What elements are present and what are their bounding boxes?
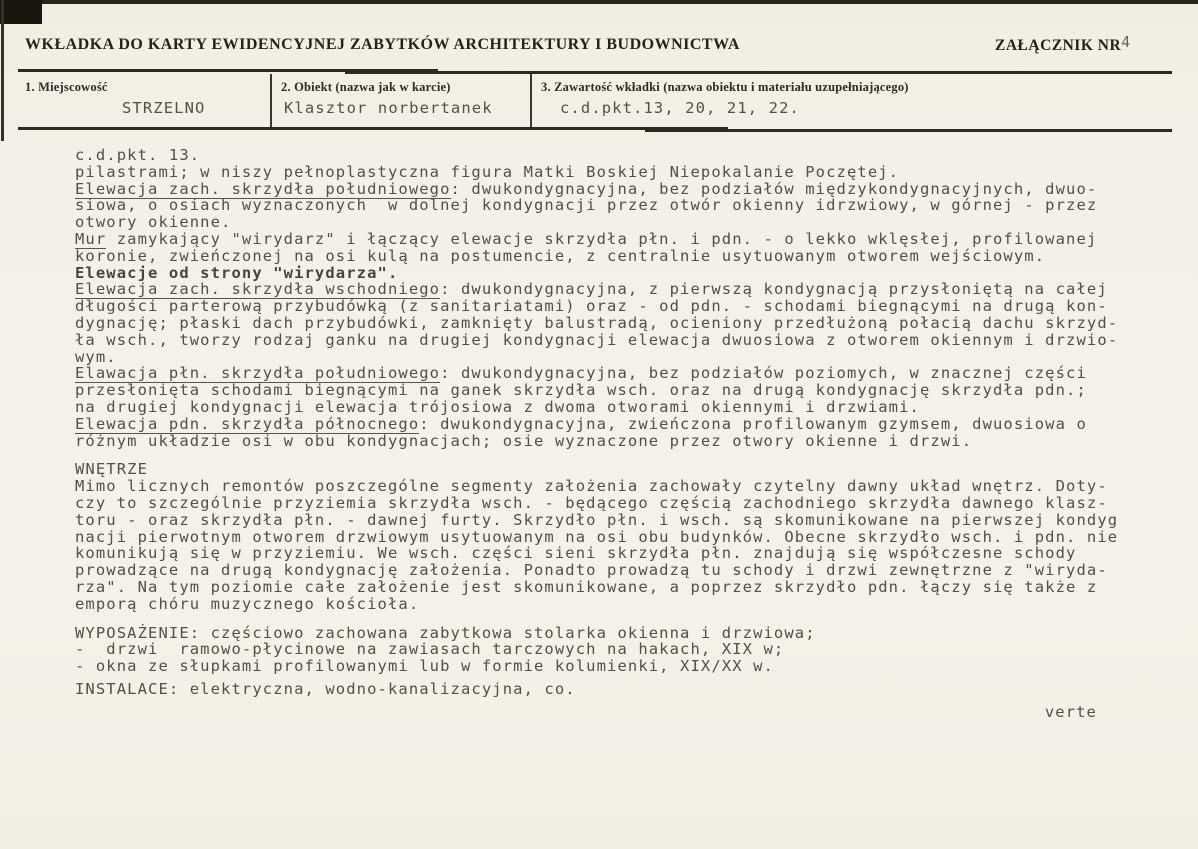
body-line	[75, 315, 1143, 332]
body-line	[75, 365, 1143, 382]
body-line-segment: toru - oraz skrzydła płn. - dawnej furty. Skrzydło płn. i wsch. są skomunikowane na pierwszej kondyg	[75, 510, 1119, 529]
body-line-segment: : dwukondygnacyjna, zwieńczona profilowanym gzymsem, dwuosiowa o	[419, 414, 1087, 433]
body-line-segment: siowa, o osiach wyznaczonych w dolnej kondygnacji przez otwór okienny idrzwiowy, w górnej - przez	[75, 196, 1098, 215]
field-value-miejscowosc: STRZELNO	[122, 99, 206, 117]
body-line-segment: INSTALACE: elektryczna, wodno-kanalizacyjna, co.	[75, 679, 576, 698]
attachment-label	[995, 33, 1131, 55]
table-column-divider	[270, 74, 272, 127]
body-line	[75, 545, 1143, 562]
table-bottom-rule	[18, 127, 728, 130]
body-line-underlined-segment: Elawacja płn. skrzydła południowego	[75, 364, 441, 383]
body-line	[75, 382, 1143, 399]
body-line	[75, 349, 1143, 366]
body-line	[75, 214, 1143, 231]
body-line-segment: : dwukondygnacyjna, bez podziałów poziomych, w znacznej części	[440, 364, 1087, 383]
body-line-segment: rza". Na tym poziomie całe założenie jest skomunikowane, a poprzez skrzydło pdn. łączy się także z	[75, 577, 1098, 596]
body-line-segment: przesłonięta schodami biegnącymi na ganek skrzydła wsch. oraz na drugą kondygnację skrzydła pdn.;	[75, 381, 1087, 400]
body-line-segment: wym.	[75, 347, 117, 366]
attachment-number: 4	[1121, 33, 1131, 51]
body-line	[75, 332, 1143, 349]
body-line	[75, 512, 1143, 529]
body-line-underlined-segment: Elewacja zach. skrzydła wschodniego	[75, 280, 441, 299]
body-line-segment: ła wsch., tworzy rodzaj ganku na drugiej kondygnacji elewacja dwuosiowa z otworem okiennym i drzwio-	[75, 330, 1119, 349]
body-line-segment: WNĘTRZE	[75, 460, 149, 479]
body-line	[75, 704, 1143, 721]
typewritten-body	[75, 147, 1143, 721]
body-line-underlined-segment: Elewacja pdn. skrzydła północnego	[75, 414, 420, 433]
field-value-obiekt: Klasztor norbertanek	[284, 99, 493, 117]
body-line	[75, 399, 1143, 416]
body-line	[75, 147, 1143, 164]
body-line	[75, 248, 1143, 265]
body-line	[75, 281, 1143, 298]
body-line	[75, 433, 1143, 450]
field-label-miejscowosc: 1. Miejscowość	[25, 80, 108, 94]
body-line-segment: : dwukondygnacyjna, bez podziałów międzykondygnacyjnych, dwuo-	[450, 179, 1098, 198]
body-line	[75, 579, 1143, 596]
body-line	[75, 461, 1143, 478]
body-line-segment: emporą chóru muzycznego kościoła.	[75, 594, 420, 613]
body-line-segment: dygnację; płaski dach przybudówki, zamknięty balustradą, ocieniony przedłużoną połacią dachu skrzyd-	[75, 313, 1119, 332]
body-line-segment: - okna ze słupkami profilowanymi lub w formie kolumienki, XIX/XX w.	[75, 657, 774, 676]
body-line-segment: różnym układzie osi w obu kondygnacjach; osie wyznaczone przez otwory okienne i drzwi.	[75, 431, 973, 450]
scan-left-edge-line	[1, 0, 4, 141]
body-line-segment: otwory okienne.	[75, 213, 232, 232]
body-line	[75, 181, 1143, 198]
field-label-obiekt: 2. Obiekt (nazwa jak w karcie)	[281, 80, 451, 94]
body-line	[75, 164, 1143, 181]
table-top-rule	[345, 71, 1172, 74]
body-line-segment: czy to szczególnie przyziemia skrzydła wsch. - będącego częścią zachodniego skrzydła dawnego klasz-	[75, 493, 1108, 512]
table-column-divider	[530, 74, 532, 127]
body-line-segment: c.d.pkt. 13.	[75, 146, 201, 164]
body-line-segment: WYPOSAŻENIE: częściowo zachowana zabytkowa stolarka okienna i drzwiowa;	[75, 623, 816, 642]
body-line-segment: długości parterową przybudówką (z sanitariatami) oraz - od pdn. - schodami biegnącymi na drugą kon-	[75, 297, 1108, 316]
body-line	[75, 478, 1143, 495]
body-line-segment: zamykający "wirydarz" i łączący elewacje skrzydła płn. i pdn. - o lekko wklęsłej, profilowanej	[106, 229, 1098, 248]
body-line	[75, 681, 1143, 698]
body-line	[75, 658, 1143, 675]
body-line-segment: koronie, zwieńczonej na osi kulą na postumencie, z centralnie usytuowanym otworem wejściowym.	[75, 246, 1046, 265]
body-line	[75, 625, 1143, 642]
body-line-underlined-segment: Elewacja zach. skrzydła południowego	[75, 179, 451, 198]
field-value-zawartosc: c.d.pkt.13, 20, 21, 22.	[560, 99, 800, 117]
attachment-label-text: ZAŁĄCZNIK NR	[995, 37, 1122, 54]
body-line-segment: prowadzące na drugą kondygnację założenia. Ponadto prowadzą tu schody i drzwi zewnętrzne z "wiryda-	[75, 561, 1108, 580]
table-bottom-rule	[645, 129, 1172, 132]
body-line-segment: : dwukondygnacyjna, z pierwszą kondygnacją przysłoniętą na całej	[440, 280, 1108, 299]
body-line	[75, 562, 1143, 579]
body-line	[75, 529, 1143, 546]
field-label-zawartosc: 3. Zawartość wkładki (nazwa obiektu i materiału uzupełniającego)	[541, 80, 909, 94]
body-line-underlined-segment: Mur	[75, 229, 107, 248]
body-line	[75, 298, 1143, 315]
body-line	[75, 416, 1143, 433]
scan-corner-artifact	[0, 0, 42, 24]
body-line	[75, 197, 1143, 214]
body-line-segment: Elewacje od strony "wirydarza".	[75, 263, 399, 282]
body-line-segment: nacji pierwotnym otworem drzwiowym usytuowanym na osi obu budynków. Obecne skrzydło wsch. i pdn. nie	[75, 527, 1119, 546]
body-line	[75, 231, 1143, 248]
scan-top-edge-line	[0, 0, 1198, 4]
body-line-segment: na drugiej kondygnacji elewacja trójosiowa z dwoma otworami okiennymi i drzwiami.	[75, 397, 920, 416]
body-line-segment: komunikują się w przyziemiu. We wsch. części sieni skrzydła płn. znajdują się współczesne schody	[75, 544, 1077, 563]
form-title: WKŁADKA DO KARTY EWIDENCYJNEJ ZABYTKÓW ARCHITEKTURY I BUDOWNICTWA	[25, 36, 740, 53]
body-line	[75, 495, 1143, 512]
body-line-segment: pilastrami; w niszy pełnoplastyczna figura Matki Boskiej Niepokalanie Poczętej.	[75, 162, 900, 181]
body-line	[75, 596, 1143, 613]
body-line-segment: verte	[1044, 702, 1097, 721]
body-line-segment: Mimo licznych remontów poszczególne segmenty założenia zachowały czytelny dawny układ wnętrz. Doty-	[75, 477, 1108, 496]
body-line	[75, 265, 1143, 282]
body-line	[75, 641, 1143, 658]
body-line-segment: - drzwi ramowo-płycinowe na zawiasach tarczowych na hakach, XIX w;	[75, 640, 785, 659]
